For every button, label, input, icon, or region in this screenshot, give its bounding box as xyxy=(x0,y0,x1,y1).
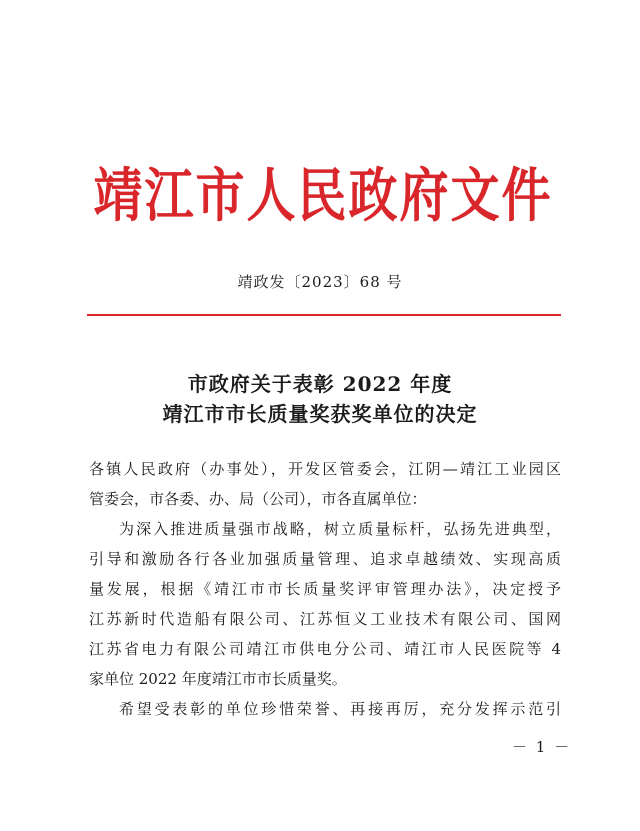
paragraph1-line-1: 为深入推进质量强市战略，树立质量标杆，弘扬先进典型， xyxy=(119,520,561,538)
paragraph1-line-3: 量发展，根据《靖江市市长质量奖评审管理办法》，决定授予 xyxy=(89,580,561,598)
issuer-red-header: 靖江市人民政府文件 xyxy=(93,161,553,230)
paragraph1-line-5: 江苏省电力有限公司靖江市供电分公司、靖江市人民医院等 4 xyxy=(89,640,561,658)
paragraph1-line-2: 引导和激励各行各业加强质量管理、追求卓越绩效、实现高质 xyxy=(89,550,561,568)
red-separator-line xyxy=(87,314,561,316)
paragraph1-line-4: 江苏新时代造船有限公司、江苏恒义工业技术有限公司、国网 xyxy=(89,610,561,628)
paragraph1-line-6: 家单位 2022 年度靖江市市长质量奖。 xyxy=(89,670,347,688)
document-title-line-2: 靖江市市长质量奖获奖单位的决定 xyxy=(162,402,478,426)
addressee-line-1: 各镇人民政府（办事处），开发区管委会，江阴—靖江工业园区 xyxy=(89,460,561,478)
paragraph2-line-1: 希望受表彰的单位珍惜荣誉、再接再厉，充分发挥示范引 xyxy=(119,700,561,718)
document-body xyxy=(89,454,561,724)
page-number: － 1 － xyxy=(512,738,572,756)
document-number: 靖政发〔2023〕68 号 xyxy=(237,273,403,291)
document-title-line-1: 市政府关于表彰 2022 年度 xyxy=(187,372,453,396)
addressee-line-2: 管委会，市各委、办、局（公司），市各直属单位： xyxy=(89,490,427,508)
